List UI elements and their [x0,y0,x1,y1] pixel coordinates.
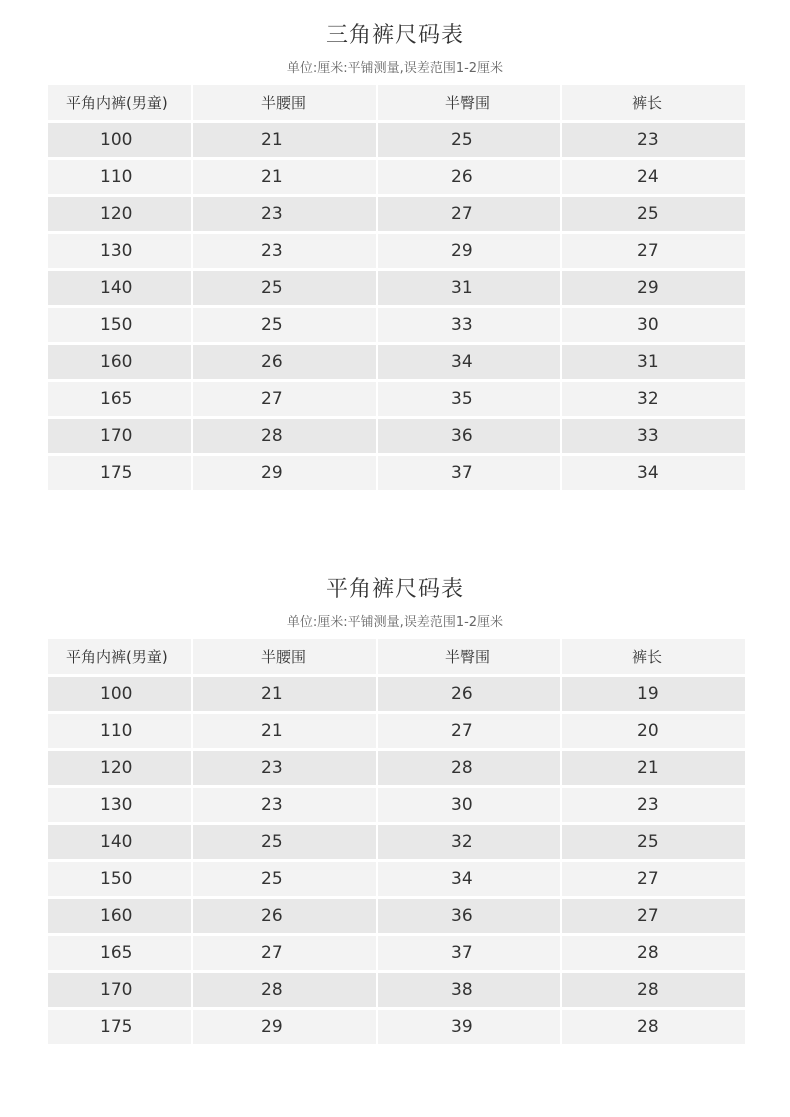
table-row [48,271,745,308]
cell-size: 165 [48,936,193,973]
cell-half-hip: 29 [378,234,562,271]
cell-size: 120 [48,197,193,234]
chart-title: 平角裤尺码表 [325,577,464,602]
header-size: 平角内裤(男童) [48,85,193,123]
table-row [48,345,745,382]
cell-size: 100 [48,677,193,714]
cell-length: 28 [562,973,745,1010]
table-row [48,936,745,973]
cell-length: 27 [562,862,745,899]
cell-half-hip: 37 [378,456,562,493]
table-row [48,788,745,825]
cell-half-waist: 25 [193,862,378,899]
cell-half-hip: 36 [378,899,562,936]
cell-half-hip: 34 [378,345,562,382]
cell-length: 25 [562,197,745,234]
cell-half-hip: 27 [378,197,562,234]
cell-half-hip: 33 [378,308,562,345]
cell-half-waist: 21 [193,714,378,751]
cell-half-waist: 27 [193,936,378,973]
table-row [48,308,745,345]
cell-half-hip: 27 [378,714,562,751]
header-half-hip: 半臀围 [378,85,562,123]
table-row [48,197,745,234]
table-header-row [48,85,745,123]
cell-half-hip: 35 [378,382,562,419]
cell-half-waist: 26 [193,899,378,936]
cell-half-waist: 23 [193,197,378,234]
cell-length: 27 [562,234,745,271]
cell-length: 33 [562,419,745,456]
size-table [48,85,745,493]
table-row [48,825,745,862]
cell-length: 31 [562,345,745,382]
cell-length: 20 [562,714,745,751]
cell-half-waist: 21 [193,160,378,197]
chart-subtitle: 单位:厘米:平铺测量,误差范围1-2厘米 [286,615,504,630]
cell-size: 110 [48,714,193,751]
table-row [48,973,745,1010]
cell-half-waist: 27 [193,382,378,419]
cell-size: 165 [48,382,193,419]
header-size: 平角内裤(男童) [48,639,193,677]
table-row [48,234,745,271]
cell-half-waist: 25 [193,825,378,862]
header-half-hip: 半臀围 [378,639,562,677]
cell-half-hip: 25 [378,123,562,160]
cell-length: 29 [562,271,745,308]
header-half-waist: 半腰围 [193,639,378,677]
cell-half-waist: 23 [193,234,378,271]
cell-length: 24 [562,160,745,197]
cell-length: 25 [562,825,745,862]
cell-length: 28 [562,1010,745,1047]
cell-half-hip: 39 [378,1010,562,1047]
cell-length: 34 [562,456,745,493]
cell-size: 100 [48,123,193,160]
cell-size: 150 [48,862,193,899]
table-row [48,123,745,160]
cell-half-hip: 32 [378,825,562,862]
table-row [48,714,745,751]
table-row [48,456,745,493]
cell-length: 19 [562,677,745,714]
cell-size: 140 [48,825,193,862]
cell-half-waist: 25 [193,271,378,308]
cell-half-waist: 29 [193,1010,378,1047]
cell-size: 160 [48,899,193,936]
cell-length: 23 [562,123,745,160]
cell-half-waist: 28 [193,419,378,456]
cell-size: 110 [48,160,193,197]
table-row [48,899,745,936]
table-row [48,160,745,197]
cell-half-hip: 30 [378,788,562,825]
cell-length: 28 [562,936,745,973]
table-header-row [48,639,745,677]
cell-half-hip: 26 [378,160,562,197]
cell-half-waist: 25 [193,308,378,345]
cell-half-waist: 21 [193,677,378,714]
size-table [48,639,745,1047]
cell-size: 170 [48,973,193,1010]
cell-length: 23 [562,788,745,825]
cell-size: 170 [48,419,193,456]
cell-half-waist: 29 [193,456,378,493]
table-row [48,677,745,714]
table-row [48,382,745,419]
cell-half-hip: 36 [378,419,562,456]
cell-size: 175 [48,456,193,493]
header-length: 裤长 [562,639,745,677]
cell-size: 160 [48,345,193,382]
table-row [48,1010,745,1047]
cell-half-waist: 26 [193,345,378,382]
cell-half-hip: 37 [378,936,562,973]
cell-half-hip: 28 [378,751,562,788]
cell-half-hip: 26 [378,677,562,714]
cell-size: 150 [48,308,193,345]
cell-size: 130 [48,234,193,271]
cell-length: 21 [562,751,745,788]
header-length: 裤长 [562,85,745,123]
cell-half-waist: 23 [193,788,378,825]
cell-size: 175 [48,1010,193,1047]
cell-length: 30 [562,308,745,345]
cell-size: 130 [48,788,193,825]
cell-half-hip: 34 [378,862,562,899]
chart-title: 三角裤尺码表 [325,23,464,48]
cell-half-waist: 23 [193,751,378,788]
table-row [48,751,745,788]
cell-half-hip: 38 [378,973,562,1010]
cell-length: 32 [562,382,745,419]
table-row [48,862,745,899]
cell-size: 140 [48,271,193,308]
cell-half-hip: 31 [378,271,562,308]
cell-size: 120 [48,751,193,788]
cell-half-waist: 21 [193,123,378,160]
cell-length: 27 [562,899,745,936]
table-row [48,419,745,456]
header-half-waist: 半腰围 [193,85,378,123]
chart-subtitle: 单位:厘米:平铺测量,误差范围1-2厘米 [286,61,504,76]
cell-half-waist: 28 [193,973,378,1010]
